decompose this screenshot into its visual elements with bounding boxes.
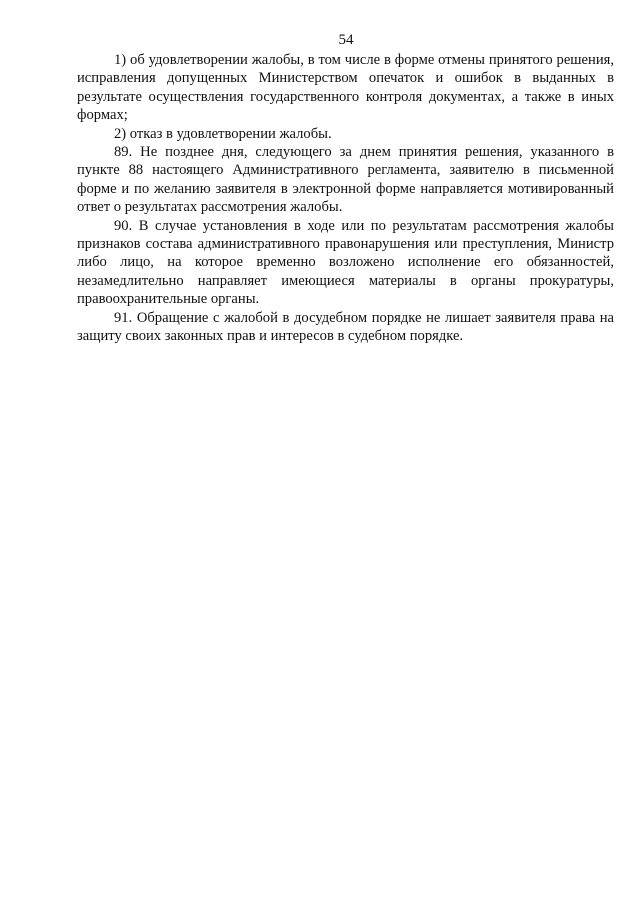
page-number: 54: [338, 32, 354, 48]
document-body: [77, 51, 614, 346]
paragraph-90: 90. В случае установления в ходе или по результатам рассмотрения жалобы признаков состава административного правонарушения или преступления, Министр либо лицо, на которое временно возложено исполнение его обязанностей, незамедлительно направляет имеющиеся материалы в органы прокуратуры, правоохранительные органы.: [77, 217, 614, 308]
paragraph-decision-satisfy: 1) об удовлетворении жалобы, в том числе в форме отмены принятого решения, исправления допущенных Министерством опечаток и ошибок в выданных в результате осуществления государственного контроля документах, а также в иных формах;: [77, 52, 614, 124]
paragraph-89: 89. Не позднее дня, следующего за днем принятия решения, указанного в пункте 88 настоящего Административного регламента, заявителю в письменной форме и по желанию заявителя в электронной форме направляется мотивированный ответ о результатах рассмотрения жалобы.: [77, 144, 614, 216]
paragraph-decision-refuse: 2) отказ в удовлетворении жалобы.: [114, 125, 332, 142]
paragraph-91: 91. Обращение с жалобой в досудебном порядке не лишает заявителя права на защиту своих законных прав и интересов в судебном порядке.: [77, 309, 614, 345]
